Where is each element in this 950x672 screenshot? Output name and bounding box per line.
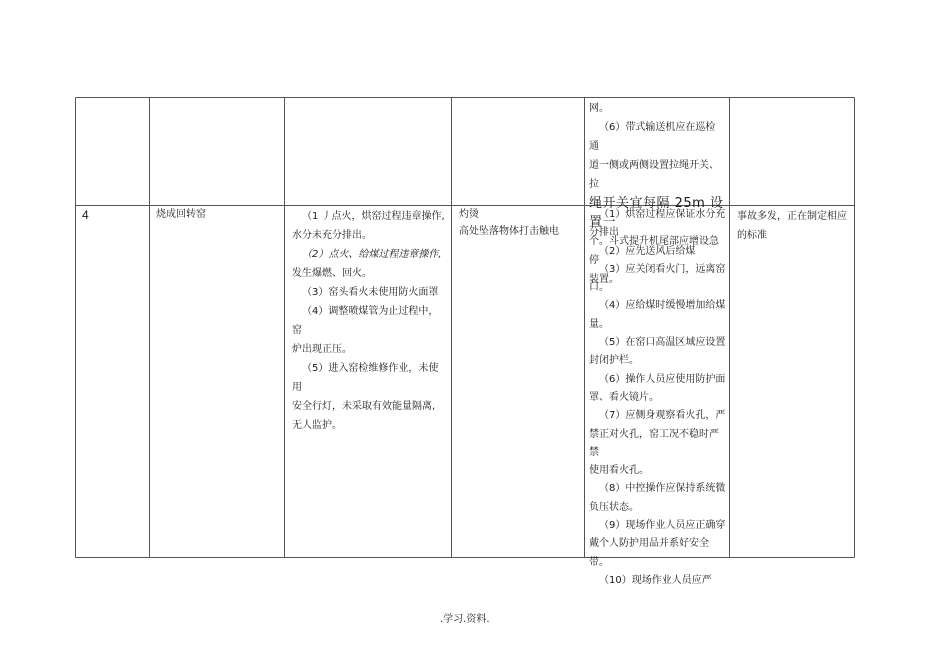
measure-line: 分排出 — [589, 227, 619, 239]
measure-line: （10）现场作业人员应严 — [599, 574, 712, 586]
remark-line: 的标准 — [737, 230, 767, 241]
measure-line: （5）在窑口高温区域应设置 — [599, 337, 726, 349]
hazards-cell — [459, 205, 581, 239]
hazard-line: 灼烫 — [459, 209, 479, 220]
cause-line: （5）进入窑检维修作业，未使用 — [292, 363, 439, 393]
cause-line: 发生爆燃、回火。 — [292, 268, 372, 279]
measure-line: 罩、看火镜片。 — [589, 391, 659, 403]
cause-line: 炉出现正压。 — [292, 344, 352, 355]
cause-line: 水分未充分排出。 — [292, 230, 372, 241]
cause-line: （2）点火、给煤过程违章操作, — [302, 249, 442, 260]
measures-line: （6）带式输送机应在巡检通 — [589, 122, 716, 152]
measures-line: 装置。 — [589, 274, 619, 285]
measure-line: （9）现场作业人员应正确穿 — [599, 520, 726, 532]
measure-line: （4）应给煤时缓慢增加给煤 — [599, 300, 726, 312]
causes-cell — [292, 207, 448, 435]
measures-line: 绳开关宜每隔 25m 设置一 — [589, 196, 724, 230]
measures-line: 个。斗式提升机尾部应增设急停 — [589, 236, 719, 266]
measure-line: 使用看火孔。 — [589, 465, 649, 477]
measure-line: （2）应先送风后给煤 — [599, 245, 696, 257]
cause-line: （3）窑头看火未使用防火面罩 — [302, 287, 439, 298]
hazard-line: 高处坠落物体打击触电 — [459, 226, 559, 237]
measures-line: 道一侧或两侧设置拉绳开关、拉 — [589, 160, 719, 190]
measure-line: 量。 — [589, 318, 609, 330]
row-number: 4 — [82, 208, 89, 222]
measure-line: 封闭护栏。 — [589, 355, 639, 367]
remark-line: 事故多发，正在制定相应 — [737, 211, 847, 222]
measure-line: （7）应侧身观察看火孔，严 — [599, 410, 726, 422]
measure-line: （8）中控操作应保持系统微 — [599, 483, 726, 495]
cause-line: （4）调整喷煤管为止过程中，窑 — [292, 306, 439, 336]
measure-line: 戴个人防护用品并系好安全带。 — [589, 538, 709, 568]
page-footer: .学习.资料. — [440, 614, 490, 625]
measures-line: 网。 — [589, 103, 609, 114]
process-name: 烧成回转窑 — [156, 209, 206, 220]
measures-cell — [589, 206, 727, 590]
measure-line: （3）应关闭看火门，远离窑 — [599, 263, 726, 275]
measure-line: 负压状态。 — [589, 501, 639, 513]
measure-line: （6）操作人员应使用防护面 — [599, 373, 726, 385]
measure-line: 口。 — [589, 282, 609, 294]
measure-line: （1）烘窑过程应保证水分充 — [599, 209, 726, 220]
cause-line: 安全行灯，未采取有效能量隔离, — [292, 401, 436, 412]
cause-line: （1 丿点火，烘窑过程违章操作, — [302, 211, 445, 222]
remarks-cell — [737, 207, 851, 245]
cause-line: 无人监护。 — [292, 420, 342, 431]
measure-line: 禁正对火孔，窑工况不稳时严禁 — [589, 428, 719, 458]
